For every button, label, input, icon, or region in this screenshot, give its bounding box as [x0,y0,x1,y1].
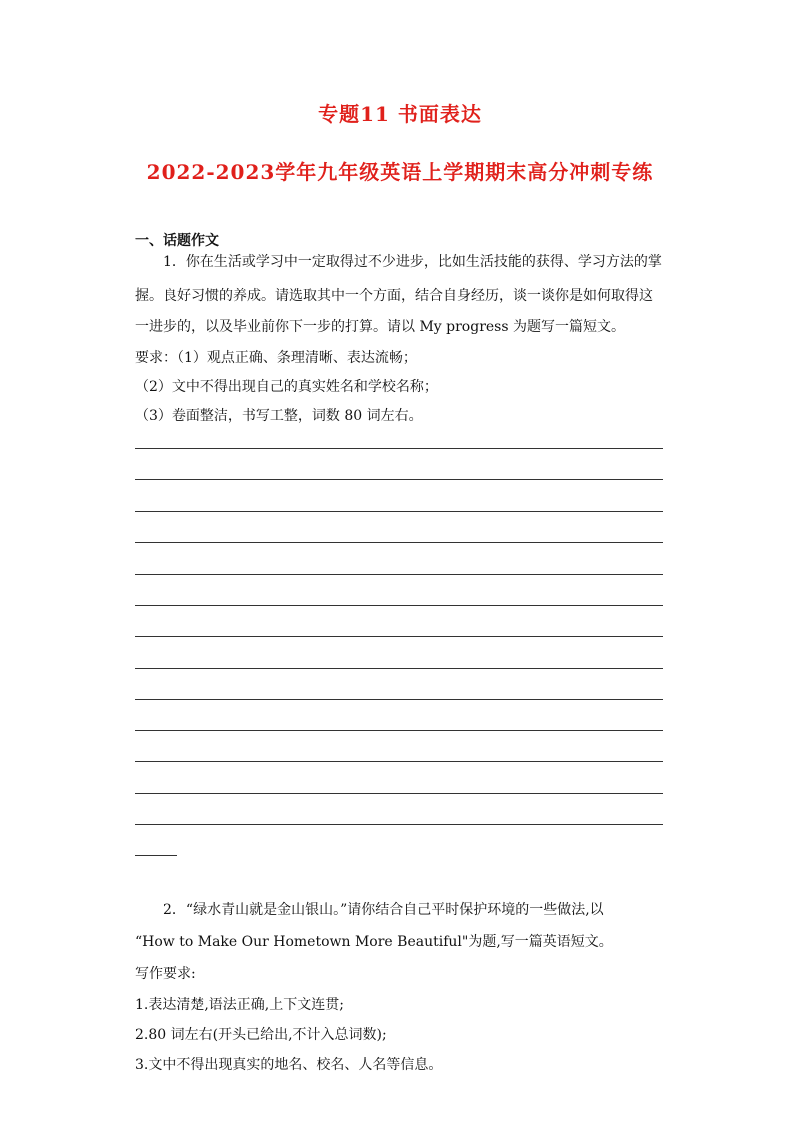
question-2-requirement-3: 3.文中不得出现真实的地名、校名、人名等信息。 [135,1057,443,1073]
question-1-requirement-1: 要求：（1）观点正确、条理清晰、表达流畅； [135,350,417,366]
question-2-line-1: 2．“绿水青山就是金山银山。”请你结合自己平时保护环境的一些做法,以 [163,902,604,918]
answer-line [135,636,663,637]
answer-line [135,574,663,575]
question-1-requirement-3: （3）卷面整洁，书写工整，词数 80 词左右。 [135,408,423,424]
answer-line [135,730,663,731]
question-2-requirement-2: 2.80 词左右(开头已给出,不计入总词数); [135,1027,387,1043]
answer-line [135,824,663,825]
question-1-line-2: 握。良好习惯的养成。请选取其中一个方面，结合自身经历，谈一谈你是如何取得这 [135,288,653,304]
answer-line [135,668,663,669]
question-1-line-3: 一进步的，以及毕业前你下一步的打算。请以 My progress 为题写一篇短文。 [135,319,625,335]
section-heading: 一、话题作文 [135,233,219,249]
question-1-requirement-2: （2）文中不得出现自己的真实姓名和学校名称； [135,379,438,395]
answer-line [135,542,663,543]
answer-line-short [135,855,177,856]
answer-line [135,511,663,512]
answer-line [135,699,663,700]
question-2-line-2: “How to Make Our Hometown More Beautiful"为题,写一篇英语短文。 [135,934,613,950]
answer-line [135,448,663,449]
page-title: 专题11 书面表达 [318,102,482,126]
answer-line [135,761,663,762]
question-2-requirement-title: 写作要求: [135,966,196,982]
question-2-requirement-1: 1.表达清楚,语法正确,上下文连贯; [135,997,344,1013]
answer-line [135,605,663,606]
question-1-line-1: 1．你在生活或学习中一定取得过不少进步，比如生活技能的获得、学习方法的掌 [163,254,662,270]
page-subtitle: 2022-2023学年九年级英语上学期期末高分冲刺专练 [146,160,654,184]
answer-line [135,793,663,794]
answer-line [135,479,663,480]
